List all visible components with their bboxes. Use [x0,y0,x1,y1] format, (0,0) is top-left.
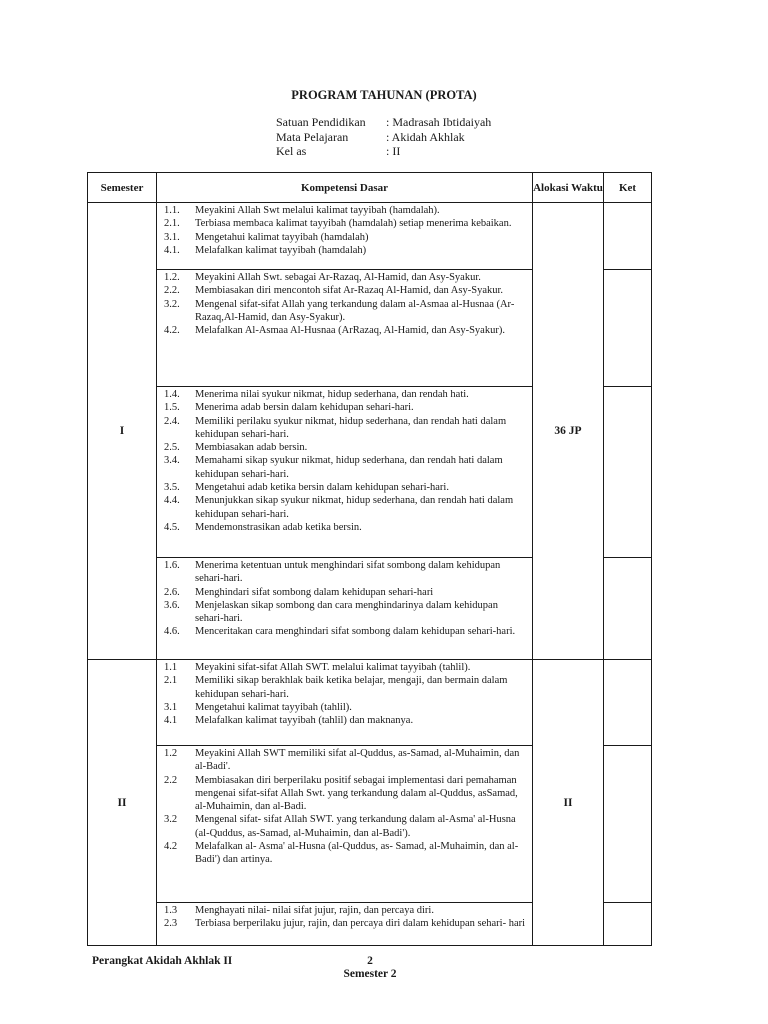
ket-cell [604,270,652,387]
kompetensi-number: 2.3 [164,918,178,930]
prota-table [87,172,652,946]
kompetensi-list [157,903,532,931]
kompetensi-number: 1.5. [164,402,180,414]
kompetensi-item [161,813,528,840]
kompetensi-text: Mengenal sifat-sifat Allah yang terkandung dalam al-Asmaa al-Husnaa (Ar-Razaq,Al-Hamid, dan Asy-Syakur). [195,298,515,323]
kompetensi-item [161,284,528,297]
kompetensi-number: 3.1 [164,701,178,713]
header-kompetensi: Kompetensi Dasar [157,173,533,203]
header-semester: Semester [88,173,157,203]
kompetensi-text: Melafalkan al- Asma' al-Husna (al-Quddus, as- Samad, al-Muhaimin, dan al-Badi') dan artinya. [195,841,519,866]
kompetensi-text: Meyakini Allah Swt. sebagai Ar-Razaq, Al-Hamid, dan Asy-Syakur. [195,272,481,283]
header-ket: Ket [604,173,652,203]
kompetensi-text: Memiliki perilaku syukur nikmat, hidup sederhana, dan rendah hati dalam kehidupan sehari-hari. [195,415,507,440]
semester-cell: I [88,203,157,660]
kompetensi-item [161,271,528,284]
kompetensi-item [161,701,528,714]
kompetensi-number: 3.1. [164,231,180,243]
kompetensi-text: Menerima adab bersin dalam kehidupan sehari-hari. [195,402,414,414]
kompetensi-number: 2.2 [164,774,178,786]
kompetensi-number: 2.4. [164,415,180,427]
kompetensi-number: 3.5. [164,482,180,494]
kompetensi-number: 4.1 [164,715,178,727]
kompetensi-cell [157,558,533,660]
meta-label: Kel as [276,144,307,158]
kompetensi-item [161,521,528,534]
table-header-row [88,173,652,203]
kompetensi-item [161,586,528,599]
kompetensi-cell [157,746,533,903]
kompetensi-item [161,714,528,727]
table-row [88,203,652,270]
kompetensi-number: 2.1. [164,218,180,230]
kompetensi-list [157,203,532,257]
kompetensi-text: Menceritakan cara menghindari sifat sombong dalam kehidupan sehari-hari. [195,626,516,638]
kompetensi-item [161,747,528,774]
kompetensi-text: Mendemonstrasikan adab ketika bersin. [195,521,362,533]
kompetensi-text: Membiasakan adab bersin. [195,442,308,454]
page-number: 2 [367,955,373,967]
kompetensi-cell [157,203,533,270]
kompetensi-item [161,244,528,257]
meta-row [276,130,491,145]
kompetensi-text: Memiliki sikap berakhlak baik ketika belajar, mengaji, dan bermain dalam kehidupan sehari-hari. [195,675,508,700]
kompetensi-text: Mengetahui adab ketika bersin dalam kehidupan sehari-hari. [195,482,449,494]
meta-value: : Madrasah Ibtidaiyah [386,115,492,129]
meta-value: : II [386,144,401,158]
kompetensi-text: Mengenal sifat- sifat Allah SWT. yang terkandung dalam al-Asma' al-Husna (al-Quddus, as-Samad, al-Muhaimin, dan al-Badi'). [195,814,516,839]
kompetensi-item [161,454,528,481]
kompetensi-text: Meyakini Allah SWT memiliki sifat al-Quddus, as-Samad, al-Muhaimin, dan al-Badi'. [195,748,520,773]
kompetensi-item [161,481,528,494]
kompetensi-number: 3.2. [164,298,180,310]
kompetensi-text: Mengetahui kalimat tayyibah (tahlil). [195,701,352,713]
kompetensi-number: 4.2 [164,841,178,853]
kompetensi-list [157,746,532,867]
ket-cell [604,203,652,270]
kompetensi-list [157,660,532,727]
kompetensi-item [161,559,528,586]
ket-cell [604,387,652,558]
kompetensi-item [161,298,528,325]
kompetensi-text: Meyakini sifat-sifat Allah SWT. melalui kalimat tayyibah (tahlil). [195,662,471,673]
kompetensi-number: 1.3 [164,905,178,916]
kompetensi-text: Terbiasa berperilaku jujur, rajin, dan percaya diri dalam kehidupan sehari- hari [195,918,526,930]
kompetensi-item [161,904,528,917]
footer-title: Perangkat Akidah Akhlak II [92,955,233,967]
ket-cell [604,558,652,660]
kompetensi-item [161,441,528,454]
kompetensi-text: Membiasakan diri berperilaku positif sebagai implementasi dari pemahaman mengenai sifat-sifat Allah Swt. yang terkandung dalam al-Quddus, asSamad, al-Muhaimin, dan al-Badi. [195,774,518,813]
kompetensi-item [161,625,528,638]
kompetensi-number: 2.2. [164,285,180,297]
kompetensi-item [161,599,528,626]
kompetensi-number: 2.5. [164,442,180,454]
meta-row [276,144,491,159]
kompetensi-number: 4.2. [164,325,180,337]
kompetensi-item [161,674,528,701]
kompetensi-text: Memahami sikap syukur nikmat, hidup sederhana, dan rendah hati dalam kehidupan sehari-hari. [195,455,503,480]
kompetensi-number: 3.2 [164,814,178,826]
kompetensi-number: 1.1. [164,205,180,216]
kompetensi-text: Menerima ketentuan untuk menghindari sifat sombong dalam kehidupan sehari-hari. [195,560,501,585]
kompetensi-text: Mengetahui kalimat tayyibah (hamdalah) [195,231,369,243]
footer-semester: Semester 2 [343,968,397,980]
kompetensi-item [161,840,528,867]
kompetensi-text: Menghayati nilai- nilai sifat jujur, rajin, dan percaya diri. [195,905,434,916]
kompetensi-cell [157,387,533,558]
page-title: PROGRAM TAHUNAN (PROTA) [291,88,477,102]
kompetensi-text: Melafalkan Al-Asmaa Al-Husnaa (ArRazaq, Al-Hamid, dan Asy-Syakur). [195,325,505,337]
kompetensi-number: 3.6. [164,599,180,611]
kompetensi-number: 3.4. [164,455,180,467]
kompetensi-item [161,324,528,337]
kompetensi-text: Menghindari sifat sombong dalam kehidupan sehari-hari [195,586,434,598]
kompetensi-text: Melafalkan kalimat tayyibah (tahlil) dan maknanya. [195,715,414,727]
kompetensi-number: 4.4. [164,495,180,507]
table-row [88,660,652,746]
meta-label: Mata Pelajaran [276,129,349,144]
kompetensi-number: 1.2. [164,272,180,283]
ket-cell [604,903,652,946]
kompetensi-number: 2.1 [164,675,178,687]
table-body [88,203,652,946]
kompetensi-number: 1.4. [164,389,180,400]
kompetensi-text: Terbiasa membaca kalimat tayyibah (hamdalah) setiap menerima kebaikan. [195,218,512,230]
kompetensi-list [157,387,532,534]
kompetensi-text: Meyakini Allah Swt melalui kalimat tayyibah (hamdalah). [195,205,440,216]
kompetensi-number: 1.2 [164,748,178,759]
alokasi-cell: II [533,660,604,946]
kompetensi-cell [157,660,533,746]
ket-cell [604,660,652,746]
header-alokasi: Alokasi Waktu [533,173,604,203]
kompetensi-item [161,494,528,521]
alokasi-cell: 36 JP [533,203,604,660]
kompetensi-item [161,217,528,230]
kompetensi-list [157,558,532,639]
kompetensi-item [161,388,528,401]
footer-page-info [330,955,410,981]
kompetensi-text: Melafalkan kalimat tayyibah (hamdalah) [195,244,367,256]
kompetensi-list [157,270,532,337]
meta-label: Satuan Pendidikan [276,115,366,129]
kompetensi-number: 4.5. [164,521,180,533]
kompetensi-item [161,231,528,244]
meta-row [276,115,491,130]
kompetensi-cell [157,270,533,387]
kompetensi-number: 1.6. [164,560,180,571]
kompetensi-item [161,415,528,442]
ket-cell [604,746,652,903]
kompetensi-text: Membiasakan diri mencontoh sifat Ar-Razaq Al-Hamid, dan Asy-Syakur. [195,285,504,297]
kompetensi-number: 2.6. [164,586,180,598]
kompetensi-number: 1.1 [164,662,178,673]
kompetensi-cell [157,903,533,946]
kompetensi-text: Menerima nilai syukur nikmat, hidup sederhana, dan rendah hati. [195,389,469,400]
kompetensi-text: Menunjukkan sikap syukur nikmat, hidup sederhana, dan rendah hati dalam kehidupan sehari-hari. [195,495,514,520]
kompetensi-item [161,204,528,217]
document-meta [276,115,491,159]
semester-cell: II [88,660,157,946]
kompetensi-item [161,401,528,414]
meta-value: : Akidah Akhlak [386,129,465,144]
kompetensi-text: Menjelaskan sikap sombong dan cara menghindarinya dalam kehidupan sehari-hari. [195,599,498,625]
kompetensi-item [161,917,528,930]
kompetensi-number: 4.6. [164,626,180,638]
kompetensi-item [161,774,528,814]
kompetensi-number: 4.1. [164,244,180,256]
kompetensi-item [161,661,528,674]
